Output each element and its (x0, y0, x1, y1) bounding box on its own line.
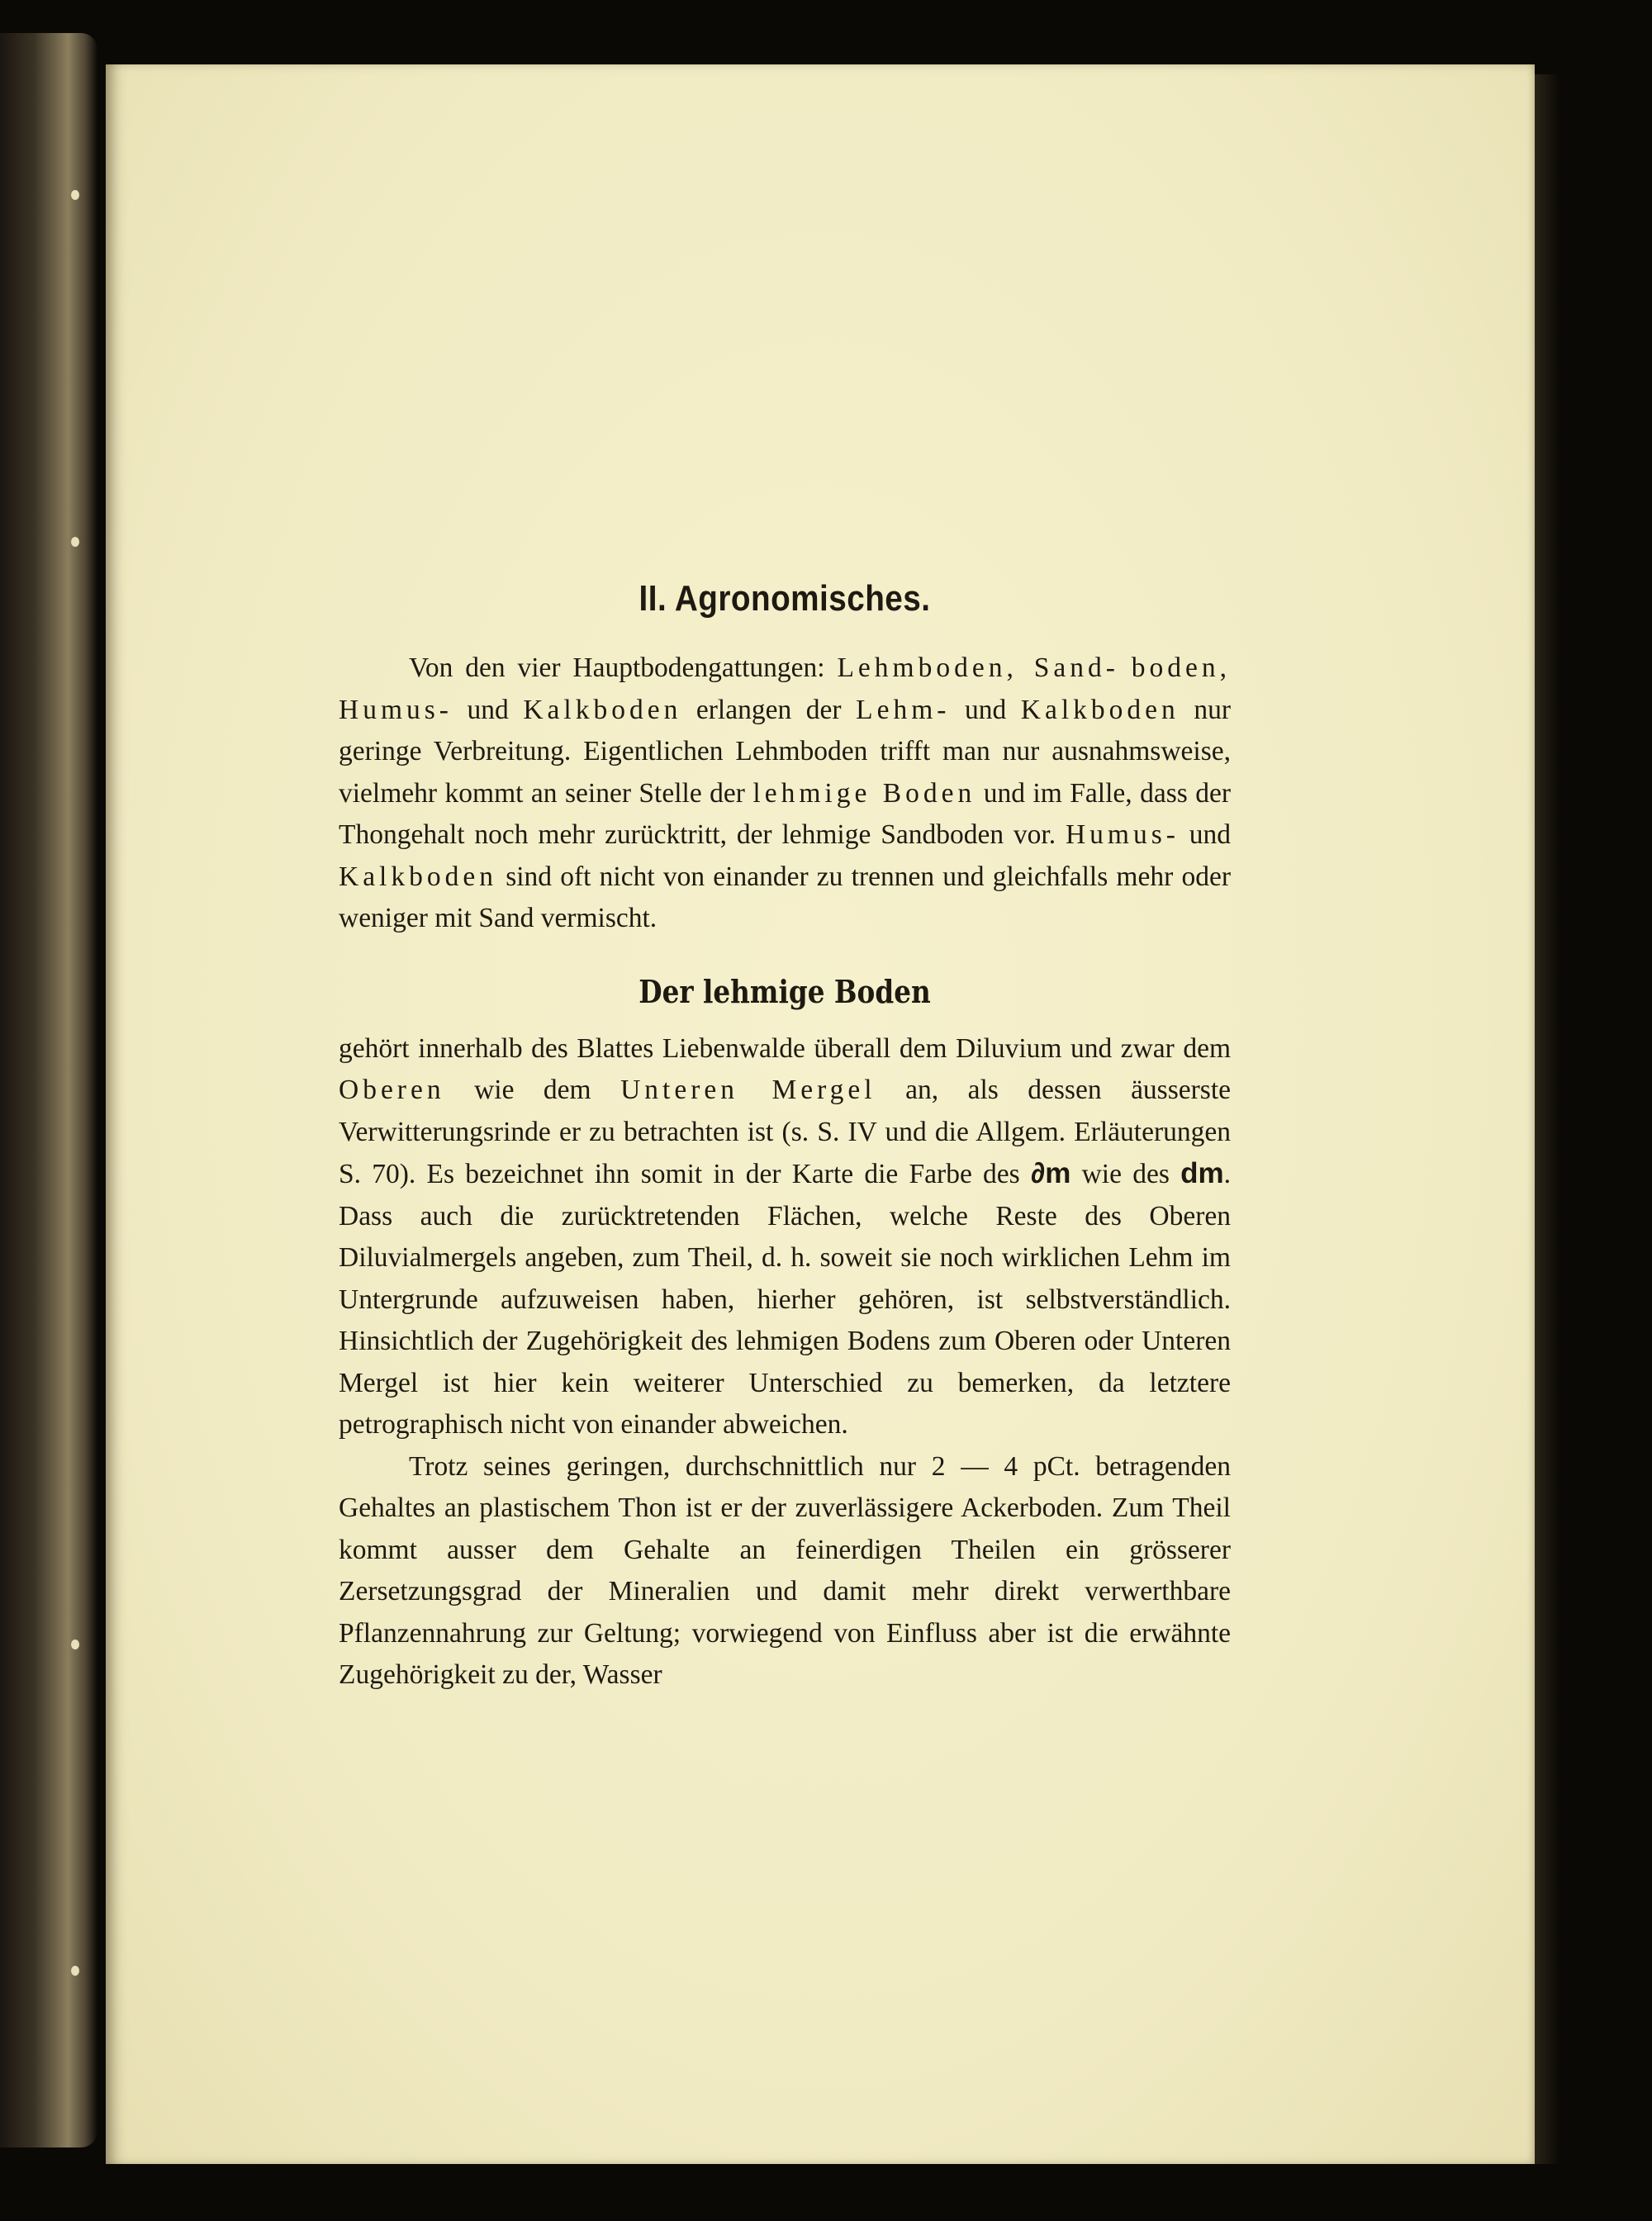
spaced-term: boden, Humus- (339, 653, 1231, 725)
subsection-heading: Der lehmige Boden (638, 972, 931, 1010)
map-symbol: dm (1180, 1157, 1224, 1189)
intro-paragraph (339, 648, 1231, 940)
binding-hole (71, 537, 79, 547)
text-run: nur geringe Verbreitung. Eigentlichen Lehmboden trifft man nur ausnahmsweise, vielmehr kommt an seiner Stelle der (339, 694, 1231, 809)
spaced-term: Oberen (339, 1075, 445, 1105)
spaced-term: Kalkboden (1020, 694, 1180, 725)
text-run: an, als dessen äusserste Verwitterungsrinde er zu betrachten ist (s. S. IV und die Allgem. Erläuterungen S. 70). Es bezeichnet ihn somit in der Karte die Farbe des (339, 1075, 1231, 1189)
spaced-term: Kalkboden (339, 861, 497, 892)
binding-hole (71, 1966, 79, 1976)
text-run: Von den vier Hauptbodengattungen: (409, 653, 838, 683)
text-run: und im Falle, dass der Thongehalt noch mehr zurücktritt, der lehmige Sandboden vor. (339, 777, 1231, 850)
text-run: wie des (1070, 1159, 1181, 1189)
text-run (1119, 653, 1132, 683)
binding-hole (71, 1640, 79, 1649)
text-run: erlangen der (681, 694, 857, 725)
body-paragraph-1 (339, 1028, 1231, 1446)
book-spine-edge (0, 33, 97, 2147)
text-run: . Dass auch die zurücktretenden Flächen, welche Reste des Oberen Diluvialmergels angeben, zum Theil, d. h. soweit sie noch wirklichen Lehm im Untergrunde aufzuweisen haben, hierher gehören, ist selbstverständlich. Hinsichtlich der Zugehörigkeit des lehmigen Bodens zum Oberen oder Unteren Mergel ist hier kein weiterer Unterschied zu bemerken, da letztere petrographisch nicht von einander abweichen. (339, 1159, 1231, 1440)
spaced-term: Unteren Mergel (620, 1075, 876, 1105)
text-run: wie dem (444, 1075, 621, 1105)
spaced-term: Lehmboden, Sand- (837, 653, 1119, 683)
page-text (339, 578, 1231, 1697)
map-symbol: ∂m (1030, 1157, 1071, 1189)
spaced-term: lehmige Boden (752, 777, 976, 809)
text-run: und (950, 694, 1021, 725)
binding-hole (71, 190, 79, 200)
body-paragraph-2 (339, 1446, 1231, 1697)
text-run: gehört innerhalb des Blattes Liebenwalde überall dem Diluvium und zwar dem (339, 1032, 1231, 1064)
spaced-term: Lehm- (856, 694, 951, 725)
text-run: Trotz seines geringen, durchschnittlich nur 2 — 4 pCt. betragenden Gehaltes an plastischem Thon ist er der zuverlässigere Ackerboden. Zum Theil kommt ausser dem Gehalte an feinerdigen Theilen ein grösserer Zersetzungsgrad der Mineralien und damit mehr direkt verwerthbare Pflanzennahrung zur Geltung; vorwiegend von Einfluss aber ist die erwähnte Zugehörigkeit zu der, Wasser (339, 1450, 1231, 1690)
spaced-term: Humus- (1065, 819, 1180, 850)
spaced-term: Kalkboden (523, 694, 682, 725)
text-run: und (452, 694, 524, 725)
text-run: sind oft nicht von einander zu trennen und gleichfalls mehr oder weniger mit Sand vermischt. (339, 861, 1231, 933)
book-cover-edge (1535, 74, 1559, 2164)
text-run: und (1179, 819, 1232, 850)
section-heading: II. Agronomisches. (638, 578, 931, 619)
